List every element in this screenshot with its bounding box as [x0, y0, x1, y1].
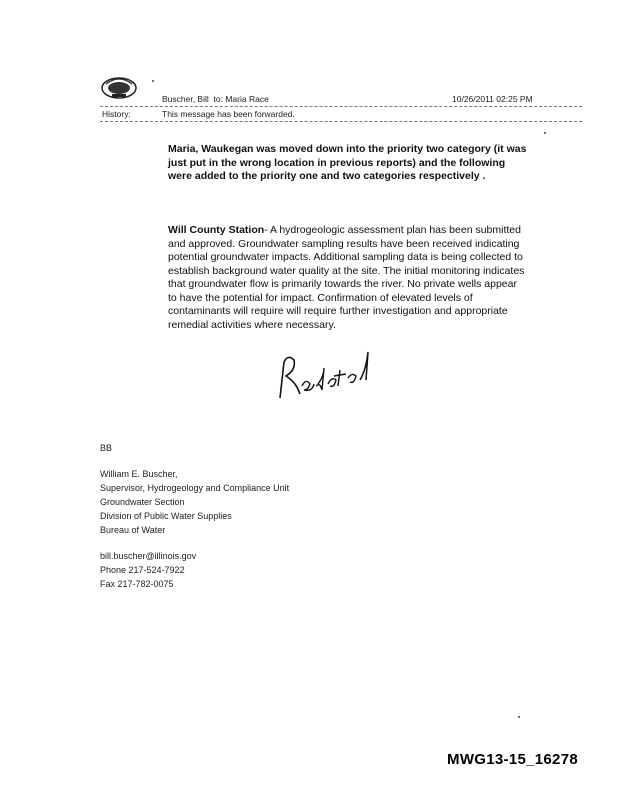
scan-speck — [518, 716, 520, 718]
message-intro: Maria, Waukegan was moved down into the priority two category (it was just put in the wrong location in previous reports) and the following were added to the priority one and two categories respectively . — [168, 143, 527, 182]
signature-initials: BB — [100, 443, 113, 453]
signature-name: William E. Buscher, — [100, 469, 178, 479]
station-text: - A hydrogeologic assessment plan has been submitted and approved. Groundwater sampling results have been received indicating potential groundwater impacts. Additional sampling data is being collected to establish background water quality at the site. The initial monitoring indicates that groundwater flow is primarily towards the river. No private wells appear to have the potential for impact. Confirmation of elevated levels of contaminants will require will require further investigation and appropriate remedial activities where necessary. — [168, 224, 525, 331]
from-name: Buscher, Bill — [162, 94, 209, 104]
header-divider — [100, 106, 582, 107]
signature-title: Supervisor, Hydrogeology and Compliance Unit — [100, 483, 290, 493]
message-station-paragraph — [168, 224, 528, 332]
signature-bureau: Bureau of Water — [100, 525, 166, 535]
signature-division: Division of Public Water Supplies — [100, 511, 232, 521]
history-label: History: — [102, 109, 131, 119]
header-divider-lower — [100, 121, 582, 122]
signature-fax: Fax 217-782-0075 — [100, 579, 174, 589]
sender-logo-icon — [100, 74, 138, 100]
history-text: This message has been forwarded. — [162, 109, 295, 119]
to-label: to: — [213, 94, 223, 104]
redacted-handwriting-stamp — [270, 340, 380, 402]
signature-phone: Phone 217-524-7922 — [100, 565, 185, 575]
bates-number: MWG13-15_16278 — [447, 751, 578, 768]
email-datetime: 10/26/2011 02:25 PM — [452, 94, 533, 104]
email-header — [162, 94, 269, 104]
scan-speck — [152, 80, 154, 82]
signature-section: Groundwater Section — [100, 497, 185, 507]
scan-speck — [544, 132, 546, 134]
signature-email: bill.buscher@illinois.gov — [100, 551, 197, 561]
to-name: Maria Race — [225, 94, 269, 104]
station-name: Will County Station — [168, 224, 265, 236]
